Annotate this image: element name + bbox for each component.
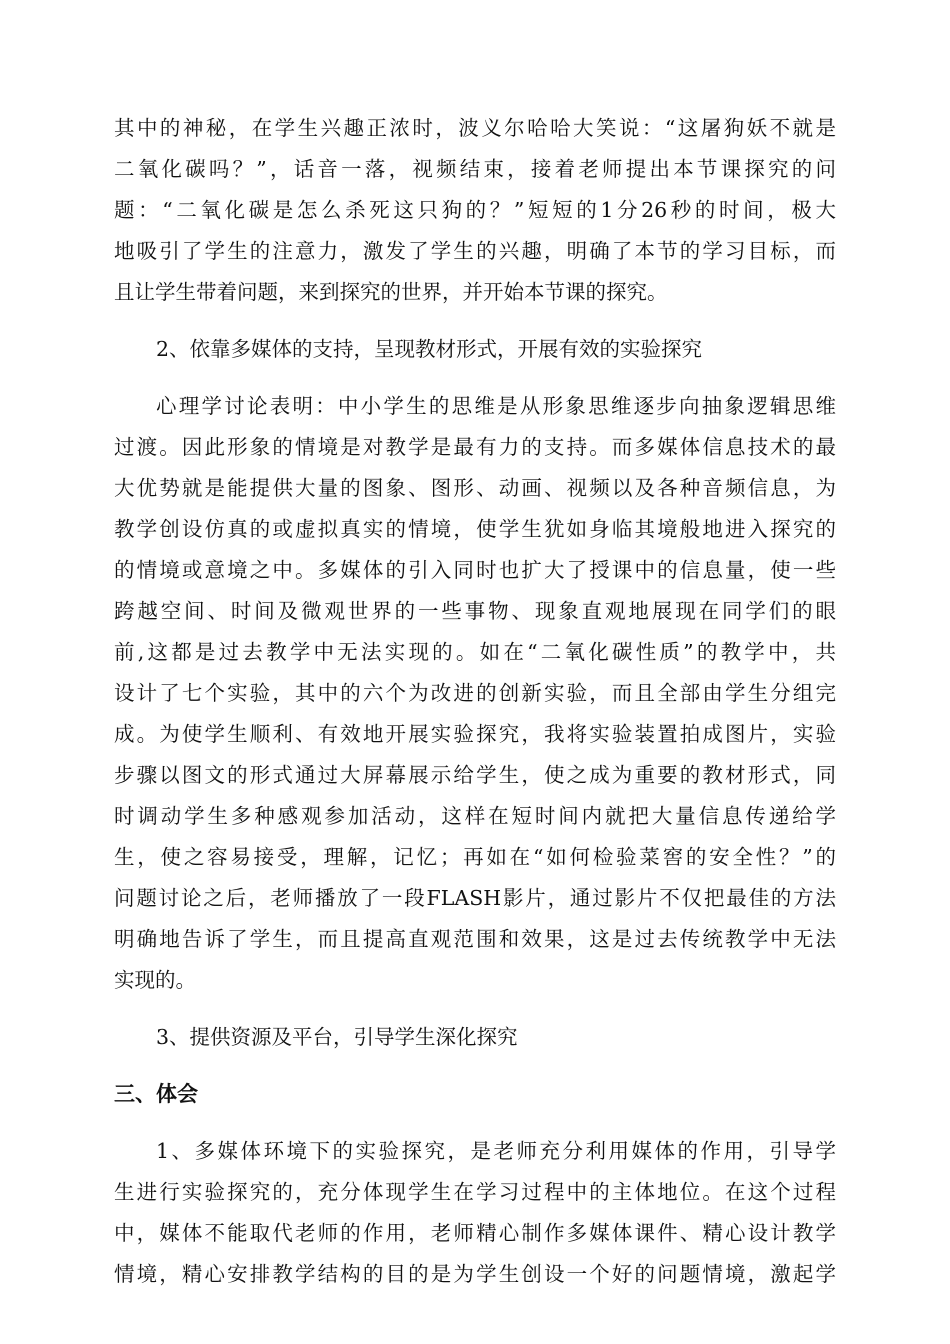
text-line: 1、多媒体环境下的实验探究，是老师充分利用媒体的作用，引导学 bbox=[156, 1139, 836, 1163]
text-line: 地吸引了学生的注意力，激发了学生的兴趣，明确了本节的学习目标，而 bbox=[114, 239, 836, 263]
text-line: 设计了七个实验，其中的六个为改进的创新实验，而且全部由学生分组完 bbox=[114, 681, 836, 705]
text-line: 生，使之容易接受，理解，记忆；再如在“如何检验菜窖的安全性？”的 bbox=[114, 845, 836, 869]
paragraph-2 bbox=[114, 386, 836, 1001]
text-line: 中，媒体不能取代老师的作用，老师精心制作多媒体课件、精心设计教学 bbox=[114, 1221, 836, 1245]
subheading-2: 2、依靠多媒体的支持，呈现教材形式，开展有效的实验探究 bbox=[156, 337, 703, 361]
text-line: 成。为使学生顺利、有效地开展实验探究，我将实验装置拍成图片，实验 bbox=[114, 722, 836, 746]
text-line: 明确地告诉了学生，而且提高直观范围和效果，这是过去传统教学中无法 bbox=[114, 927, 836, 951]
text-line: 大优势就是能提供大量的图象、图形、动画、视频以及各种音频信息，为 bbox=[114, 476, 836, 500]
text-line: 实现的。 bbox=[114, 968, 196, 992]
text-line: 且让学生带着问题，来到探究的世界，并开始本节课的探究。 bbox=[114, 280, 668, 304]
paragraph-3 bbox=[114, 1131, 836, 1295]
text-line: 前,这都是过去教学中无法实现的。如在“二氧化碳性质”的教学中，共 bbox=[114, 640, 836, 664]
text-line: 心理学讨论表明：中小学生的思维是从形象思维逐步向抽象逻辑思维 bbox=[156, 394, 836, 418]
text-line: 二氧化碳吗？”，话音一落，视频结束，接着老师提出本节课探究的问 bbox=[114, 157, 836, 181]
text-line: 问题讨论之后，老师播放了一段FLASH影片，通过影片不仅把最佳的方法 bbox=[114, 886, 836, 910]
text-line: 情境，精心安排教学结构的目的是为学生创设一个好的问题情境，激起学 bbox=[114, 1262, 836, 1286]
text-line: 步骤以图文的形式通过大屏幕展示给学生，使之成为重要的教材形式，同 bbox=[114, 763, 836, 787]
text-line: 跨越空间、时间及微观世界的一些事物、现象直观地展现在同学们的眼 bbox=[114, 599, 836, 623]
text-line: 时调动学生多种感观参加活动，这样在短时间内就把大量信息传递给学 bbox=[114, 804, 836, 828]
paragraph-1 bbox=[114, 108, 836, 313]
text-line: 过渡。因此形象的情境是对教学是最有力的支持。而多媒体信息技术的最 bbox=[114, 435, 836, 459]
text-line: 的情境或意境之中。多媒体的引入同时也扩大了授课中的信息量，使一些 bbox=[114, 558, 836, 582]
section-heading: 三、体会 bbox=[114, 1082, 198, 1106]
document-page bbox=[114, 108, 836, 1295]
text-line: 生进行实验探究的，充分体现学生在学习过程中的主体地位。在这个过程 bbox=[114, 1180, 836, 1204]
text-line: 其中的神秘，在学生兴趣正浓时，波义尔哈哈大笑说：“这屠狗妖不就是 bbox=[114, 116, 836, 140]
text-line: 题：“二氧化碳是怎么杀死这只狗的？”短短的1分26秒的时间，极大 bbox=[114, 198, 836, 222]
subheading-3: 3、提供资源及平台，引导学生深化探究 bbox=[156, 1025, 518, 1049]
text-line: 教学创设仿真的或虚拟真实的情境，使学生犹如身临其境般地进入探究的 bbox=[114, 517, 836, 541]
